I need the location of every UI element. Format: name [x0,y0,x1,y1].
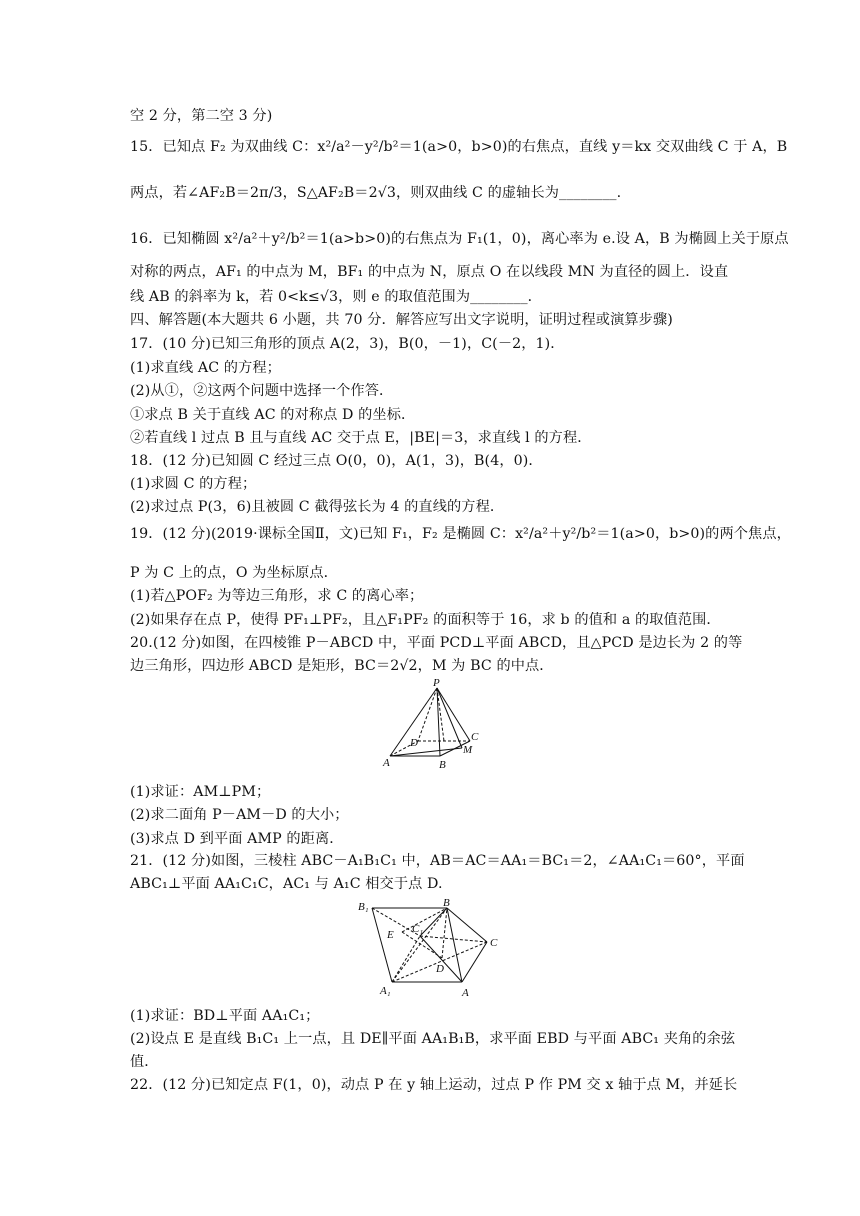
text-line: (3)求点 D 到平面 AMP 的距离． [130,831,344,847]
vertex-label: P [433,677,440,689]
text-line: 21．(12 分)如图，三棱柱 ABC－A₁B₁C₁ 中，AB＝AC＝AA₁＝BC₁＝2，∠AA₁C₁＝60°，平面 [130,853,745,869]
vertex-label: A [383,757,390,769]
text-line: 值． [130,1054,159,1070]
text-line: (1)若△POF₂ 为等边三角形，求 C 的离心率； [130,588,424,604]
vertex-label: A [462,987,469,999]
vertex-label: A₁ [380,985,391,997]
text-line: 空 2 分，第二空 3 分) [130,108,273,124]
vertex-label: M [463,744,473,756]
text-line: P 为 C 上的点，O 为坐标原点． [130,565,338,581]
text-line: 15．已知点 F₂ 为双曲线 C：x²/a²－y²/b²＝1(a>0，b>0)的右焦点，直线 y＝kx 交双曲线 C 于 A，B [130,139,788,155]
text-line: (1)求证：BD⊥平面 AA₁C₁； [130,1008,320,1024]
text-line: ABC₁⊥平面 AA₁C₁C，AC₁ 与 A₁C 相交于点 D. [130,876,443,892]
text-line: (2)从①，②这两个问题中选择一个作答． [130,383,394,399]
text-line: 22．(12 分)已知定点 F(1，0)，动点 P 在 y 轴上运动，过点 P 作 PM 交 x 轴于点 M，并延长 [130,1077,738,1093]
text-line: 17．(10 分)已知三角形的顶点 A(2，3)，B(0，－1)，C(－2，1)． [130,336,565,352]
text-line: (1)求证：AM⊥PM； [130,784,271,800]
vertex-label: D [410,737,418,749]
vertex-label: C [471,731,479,743]
vertex-label: C₁ [412,923,424,935]
text-line: (2)求二面角 P－AM－D 的大小； [130,807,349,823]
text-line: 16．已知椭圆 x²/a²＋y²/b²＝1(a>b>0)的右焦点为 F₁(1，0)，离心率为 e.设 A，B 为椭圆上关于原点 [130,231,789,247]
text-line: 18．(12 分)已知圆 C 经过三点 O(0，0)，A(1，3)，B(4，0)． [130,453,543,469]
vertex-label: B [443,897,450,909]
text-line: 20.(12 分)如图，在四棱锥 P－ABCD 中，平面 PCD⊥平面 ABCD，且△PCD 是边长为 2 的等 [130,635,743,651]
text-line: (2)求过点 P(3，6)且被圆 C 截得弦长为 4 的直线的方程． [130,499,505,515]
text-line: ②若直线 l 过点 B 且与直线 AC 交于点 E，|BE|＝3，求直线 l 的方程． [130,430,592,446]
pyramid-figure [380,676,480,772]
vertex-label: B [439,759,446,771]
text-line: 两点，若∠AF₂B＝2π/3，S△AF₂B＝2√3，则双曲线 C 的虚轴长为________. [130,185,622,201]
text-line: 边三角形，四边形 ABCD 是矩形，BC＝2√2，M 为 BC 的中点． [130,658,554,674]
prism-figure [352,896,512,1000]
text-line: (2)设点 E 是直线 B₁C₁ 上一点，且 DE∥平面 AA₁B₁B，求平面 EBD 与平面 ABC₁ 夹角的余弦 [130,1031,736,1047]
vertex-label: D [436,963,444,975]
text-line: 对称的两点，AF₁ 的中点为 M，BF₁ 的中点为 N，原点 O 在以线段 MN 为直径的圆上．设直 [130,264,729,280]
text-line: ①求点 B 关于直线 AC 的对称点 D 的坐标． [130,407,416,423]
text-line: 19．(12 分)(2019·课标全国Ⅱ，文)已知 F₁，F₂ 是椭圆 C：x²/a²＋y²/b²＝1(a>0，b>0)的两个焦点， [130,526,791,542]
text-line: (2)如果存在点 P，使得 PF₁⊥PF₂，且△F₁PF₂ 的面积等于 16，求 b 的值和 a 的取值范围． [130,612,721,628]
text-line: 线 AB 的斜率为 k，若 0<k≤√3，则 e 的取值范围为________． [130,289,542,305]
text-line: (1)求圆 C 的方程； [130,476,257,492]
vertex-label: E [387,929,394,941]
text-line: (1)求直线 AC 的方程； [130,360,281,376]
vertex-label: B₁ [358,901,369,913]
vertex-label: C [490,937,498,949]
section-heading: 四、解答题(本大题共 6 小题，共 70 分．解答应写出文字说明，证明过程或演算步骤) [130,312,673,328]
